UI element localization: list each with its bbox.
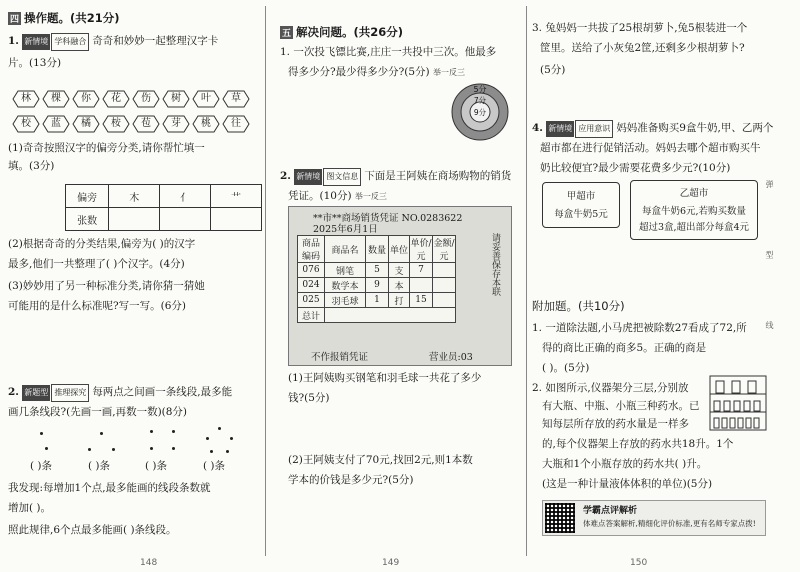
receipt-total-label: 总计 <box>298 308 325 323</box>
receipt-cell: 数学本 <box>325 278 366 293</box>
receipt-cell: 15 <box>410 293 433 308</box>
sales-receipt <box>288 206 512 366</box>
q2-blank-3[interactable]: ( )条 <box>203 460 226 472</box>
m-q1-line1: 1. 一次投飞镖比赛,庄庄一共投中三次。他最多 <box>280 46 497 58</box>
count-cell-0[interactable] <box>109 208 160 231</box>
shop-a-text: 每盒牛奶5元 <box>554 209 608 220</box>
r-q3-line2: 筐里。送给了小灰兔2筐,还剩多少根胡萝卜? <box>540 42 745 54</box>
section-five-heading <box>280 24 403 40</box>
receipt-row <box>298 293 456 308</box>
receipt-cell: 024 <box>298 278 325 293</box>
receipt-side-note: 请妥善保存本联 <box>490 233 500 296</box>
qr-banner[interactable] <box>542 500 766 536</box>
m-q2-tag2: 图文信息 <box>323 168 361 186</box>
section-title: 解决问题。(共26分) <box>296 25 404 39</box>
shop-b-text2: 超过3盒,超出部分每盒4元 <box>638 222 750 233</box>
r-b1-line1: 1. 一道除法题,小马虎把被除数27看成了72,所 <box>532 322 747 334</box>
shop-a-title: 甲超市 <box>566 191 596 202</box>
m-q1-badge: 举一反三 <box>432 68 465 77</box>
receipt-cell: 支 <box>389 263 410 278</box>
m-q2-1a: (1)王阿姨购买钢笔和羽毛球一共花了多少 <box>288 372 482 384</box>
receipt-row <box>298 263 456 278</box>
receipt-header-cell: 单价/元 <box>410 236 433 263</box>
char-card <box>222 115 250 133</box>
receipt-row <box>298 278 456 293</box>
dot <box>226 450 229 453</box>
dot <box>206 437 209 440</box>
receipt-table <box>297 235 456 323</box>
receipt-cell: 9 <box>366 278 389 293</box>
dot <box>100 432 103 435</box>
qr-text: 体难点答案解析,精细化评价标准,更有名师专家点拨! <box>583 519 756 528</box>
q1-3b: 可能用的是什么标准呢?写一写。(6分) <box>8 300 187 312</box>
count-label: 张数 <box>66 208 109 231</box>
q1-1b: 填。(3分) <box>8 160 55 172</box>
char-card-text: 往 <box>231 118 241 129</box>
r-b2-line2: 有大瓶、中瓶、小瓶三种药水。已 <box>542 400 700 412</box>
shop-b-box <box>630 180 758 240</box>
char-card <box>12 115 40 133</box>
r-q3-line1: 3. 兔妈妈一共拔了25根胡萝卜,兔5根装进一个 <box>532 22 748 34</box>
char-card-text: 桉 <box>111 118 121 129</box>
char-card-text: 桃 <box>201 118 211 129</box>
dot <box>88 448 91 451</box>
q2-line1: 每两点之间画一条线段,最多能 <box>92 386 233 398</box>
radical-table <box>65 184 262 231</box>
r-b1-line3: ( )。(5分) <box>542 362 590 374</box>
q2-find2: 增加( )。 <box>8 502 52 514</box>
qr-code <box>545 503 575 533</box>
q1-tag: 新情境 <box>22 34 50 50</box>
q2-tag: 新题型 <box>22 385 50 401</box>
r-b2-line5: 大瓶和1个小瓶存放的药水共( )升。 <box>542 458 708 470</box>
dot <box>210 450 213 453</box>
char-card-text: 校 <box>21 118 31 129</box>
receipt-header-cell: 商品编码 <box>298 236 325 263</box>
r-q4-text <box>532 120 773 138</box>
char-card-text: 叶 <box>201 93 211 104</box>
m-q2-2b: 学本的价钱是多少元?(5分) <box>288 474 414 486</box>
middle-column <box>270 0 520 572</box>
m-q1-line2-text: 得多少分?最少得多少分?(5分) <box>288 66 430 78</box>
count-cell-2[interactable] <box>211 208 262 231</box>
receipt-title: **市**商场销货凭证 NO.0283622 <box>313 213 463 224</box>
m-q1-line2 <box>288 64 465 81</box>
char-card-text: 伤 <box>141 93 151 104</box>
radical-1: 亻 <box>160 185 211 208</box>
char-card <box>102 115 130 133</box>
count-cell-1[interactable] <box>160 208 211 231</box>
radical-0: 木 <box>109 185 160 208</box>
char-card <box>72 90 100 108</box>
char-card <box>192 90 220 108</box>
q1-line1: 奇奇和妙妙一起整理汉字卡 <box>92 35 219 47</box>
section-badge: 五 <box>280 26 293 39</box>
column-divider <box>526 6 527 556</box>
r-b2-line4: 的,每个仪器架上存放的药水共18升。1个 <box>542 438 734 450</box>
page-number: 148 <box>140 558 158 568</box>
char-card <box>72 115 100 133</box>
receipt-cell: 打 <box>389 293 410 308</box>
receipt-header-cell: 数量 <box>366 236 389 263</box>
receipt-total-value <box>325 308 456 323</box>
r-q4-line2: 超市都在进行促销活动。妈妈去哪个超市购买牛 <box>540 142 761 154</box>
dart-target <box>450 82 510 142</box>
m-q2-line2-text: 凭证。(10分) <box>288 190 352 202</box>
r-q4-number: 4. <box>532 122 543 134</box>
shop-b-text1: 每盒牛奶6元,若购买数量 <box>641 206 747 217</box>
receipt-date: 2025年6月1日 <box>313 224 378 235</box>
char-card <box>132 90 160 108</box>
dot <box>45 447 48 450</box>
char-card-text: 棵 <box>51 93 61 104</box>
dot <box>150 447 153 450</box>
receipt-cell <box>410 278 433 293</box>
m-q2-text <box>280 168 511 186</box>
r-b1-line2: 得的商比正确的商多5。正确的商是 <box>542 342 707 354</box>
q1-2b: 最多,他们一共整理了( )个汉字。(4分) <box>8 258 185 270</box>
page-number: 150 <box>630 558 648 568</box>
receipt-cell: 1 <box>366 293 389 308</box>
char-card <box>162 90 190 108</box>
left-column <box>0 0 262 572</box>
m-q2-badge: 举一反三 <box>354 192 387 201</box>
section-title: 操作题。(共21分) <box>24 11 120 25</box>
receipt-cell <box>433 263 456 278</box>
q2-blank-0[interactable]: ( )条 <box>30 460 53 472</box>
receipt-header-cell: 商品名 <box>325 236 366 263</box>
char-card <box>132 115 160 133</box>
shop-a-box <box>542 182 620 228</box>
m-q2-number: 2. <box>280 170 291 182</box>
q2-blank-1[interactable]: ( )条 <box>88 460 111 472</box>
receipt-cell: 羽毛球 <box>325 293 366 308</box>
m-q2-tag: 新情境 <box>294 169 322 185</box>
char-card-text: 苞 <box>141 118 151 129</box>
dot <box>218 427 221 430</box>
dot <box>150 430 153 433</box>
char-card <box>162 115 190 133</box>
q2-line2: 画几条线段?(先画一画,再数一数)(8分) <box>8 406 188 418</box>
m-q2-line1: 下面是王阿姨在商场购物的销货 <box>364 170 512 182</box>
char-card <box>222 90 250 108</box>
char-card-text: 花 <box>111 93 121 104</box>
receipt-footer-left: 不作报销凭证 <box>311 352 369 363</box>
char-card-text: 林 <box>21 93 31 104</box>
page-number: 149 <box>382 558 400 568</box>
receipt-cell: 7 <box>410 263 433 278</box>
r-b2-line6: (这是一种计量液体体积的单位)(5分) <box>542 478 713 490</box>
q1-2a: (2)根据奇奇的分类结果,偏旁为( )的汉字 <box>8 238 196 250</box>
q1-line2: 片。(13分) <box>8 57 62 69</box>
dot <box>172 447 175 450</box>
qr-title: 学霸点评解析 <box>583 506 638 516</box>
q1-text: 1. 新情境 学科融合 奇奇和妙妙一起整理汉字卡 <box>8 33 218 51</box>
instrument-shelf <box>708 374 768 432</box>
m-q2-line2 <box>288 188 387 205</box>
char-card <box>42 115 70 133</box>
receipt-cell <box>433 278 456 293</box>
r-q4-line3: 奶比较便宜?最少需要花费多少元?(10分) <box>540 162 731 174</box>
q1-3a: (3)妙妙用了另一种标准分类,请你猜一猜她 <box>8 280 205 292</box>
receipt-cell <box>433 293 456 308</box>
char-card <box>42 90 70 108</box>
char-card-text: 橘 <box>81 118 91 129</box>
q1-1a: (1)奇奇按照汉字的偏旁分类,请你帮忙填一 <box>8 142 205 154</box>
right-column <box>530 0 792 572</box>
char-card-text: 你 <box>81 93 91 104</box>
dot <box>112 448 115 451</box>
section-four-heading <box>8 10 120 26</box>
q2-blank-2[interactable]: ( )条 <box>145 460 168 472</box>
radical-2: 艹 <box>211 185 262 208</box>
r-b2-line3: 知每层所存放的药水量是一样多 <box>542 418 689 430</box>
receipt-cell: 本 <box>389 278 410 293</box>
r-b2-line1: 2. 如图所示,仪器架分三层,分别放 <box>532 382 689 394</box>
r-q4-line1: 妈妈准备购买9盒牛奶,甲、乙两个 <box>616 122 774 134</box>
receipt-table-body <box>298 236 456 323</box>
bonus-heading: 附加题。(共10分) <box>532 299 625 313</box>
char-card-text: 蓝 <box>51 118 61 129</box>
target-label-middle: 7分 <box>473 96 487 105</box>
char-card-text: 芽 <box>171 118 181 129</box>
receipt-footer-right: 营业员:03 <box>429 352 473 363</box>
r-q3-line3: (5分) <box>540 64 566 76</box>
char-card <box>12 90 40 108</box>
q1-tag2: 学科融合 <box>51 33 89 51</box>
q2-find1: 我发现:每增加1个点,最多能画的线段条数就 <box>8 482 211 494</box>
m-q2-1b: 钱?(5分) <box>288 392 330 404</box>
q2-number: 2. <box>8 386 19 398</box>
m-q2-2a: (2)王阿姨支付了70元,找回2元,则1本数 <box>288 454 473 466</box>
dot <box>172 430 175 433</box>
char-card-text: 草 <box>231 93 241 104</box>
char-card <box>102 90 130 108</box>
section-badge: 四 <box>8 12 21 25</box>
target-label-inner: 9分 <box>473 108 487 117</box>
r-q4-tag: 新情境 <box>546 121 574 137</box>
receipt-cell: 025 <box>298 293 325 308</box>
r-q4-tag2: 应用意识 <box>575 120 613 138</box>
column-divider <box>265 6 266 556</box>
dot <box>230 437 233 440</box>
target-label-outer: 5分 <box>473 85 487 94</box>
radical-header: 偏旁 <box>66 185 109 208</box>
receipt-cell: 5 <box>366 263 389 278</box>
q2-text <box>8 384 232 402</box>
char-card <box>192 115 220 133</box>
receipt-cell: 076 <box>298 263 325 278</box>
q2-find3: 照此规律,6个点最多能画( )条线段。 <box>8 524 177 536</box>
shop-b-title: 乙超市 <box>679 188 709 199</box>
binding-line-label: 弹 型 线 <box>765 180 774 360</box>
receipt-header-cell: 金额/元 <box>433 236 456 263</box>
receipt-cell: 钢笔 <box>325 263 366 278</box>
dot <box>40 432 43 435</box>
receipt-header-cell: 单位 <box>389 236 410 263</box>
char-card-text: 树 <box>171 93 181 104</box>
q2-tag2: 推理探究 <box>51 384 89 402</box>
